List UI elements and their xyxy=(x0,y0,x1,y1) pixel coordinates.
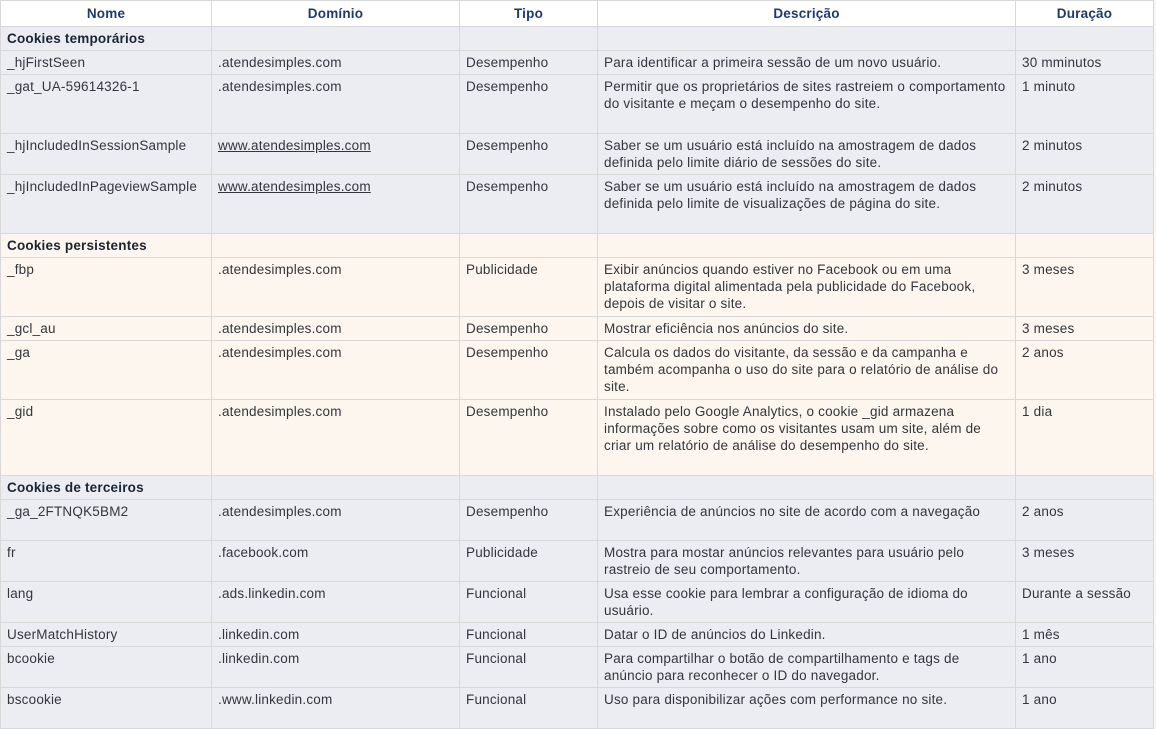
table-row xyxy=(1,400,1154,476)
cookie-duration-cell: 1 mês xyxy=(1016,623,1154,647)
cookie-domain-cell: .atendesimples.com xyxy=(212,400,460,476)
empty-cell xyxy=(212,234,460,258)
cookie-duration-cell: 1 dia xyxy=(1016,400,1154,476)
cookie-name-cell: _ga xyxy=(1,341,212,400)
section-row xyxy=(1,27,1154,51)
cookie-duration-cell: 2 anos xyxy=(1016,500,1154,541)
cookie-type-cell: Desempenho xyxy=(460,51,598,75)
cookie-duration-cell: 2 anos xyxy=(1016,341,1154,400)
cookie-name-cell: lang xyxy=(1,582,212,623)
cookie-description-cell: Saber se um usuário está incluído na amostragem de dados definida pelo limite diário de sessões do site. xyxy=(598,134,1016,175)
cookie-domain-cell: .atendesimples.com xyxy=(212,341,460,400)
section-row xyxy=(1,476,1154,500)
cookie-type-cell: Publicidade xyxy=(460,258,598,317)
column-header-descricao: Descrição xyxy=(598,1,1016,27)
cookie-name-cell: _hjIncludedInPageviewSample xyxy=(1,175,212,234)
cookie-domain-cell: .linkedin.com xyxy=(212,623,460,647)
empty-cell xyxy=(1016,234,1154,258)
cookie-type-cell: Desempenho xyxy=(460,175,598,234)
column-header-tipo: Tipo xyxy=(460,1,598,27)
cookie-duration-cell: 1 ano xyxy=(1016,647,1154,688)
cookie-type-cell: Funcional xyxy=(460,623,598,647)
domain-link[interactable]: www.atendesimples.com xyxy=(218,138,371,153)
cookie-domain-cell: .ads.linkedin.com xyxy=(212,582,460,623)
cookie-description-cell: Saber se um usuário está incluído na amostragem de dados definida pelo limite de visualizações de página do site. xyxy=(598,175,1016,234)
table-row xyxy=(1,75,1154,134)
cookie-duration-cell: 1 minuto xyxy=(1016,75,1154,134)
cookie-type-cell: Desempenho xyxy=(460,75,598,134)
column-header-duracao: Duração xyxy=(1016,1,1154,27)
cookie-type-cell: Funcional xyxy=(460,688,598,729)
cookie-duration-cell: 30 mminutos xyxy=(1016,51,1154,75)
cookie-type-cell: Desempenho xyxy=(460,341,598,400)
cookie-name-cell: _gid xyxy=(1,400,212,476)
column-header-dominio: Domínio xyxy=(212,1,460,27)
cookie-name-cell: _fbp xyxy=(1,258,212,317)
cookie-description-cell: Para compartilhar o botão de compartilhamento e tags de anúncio para reconhecer o ID do navegador. xyxy=(598,647,1016,688)
table-row xyxy=(1,541,1154,582)
cookie-name-cell: bcookie xyxy=(1,647,212,688)
cookie-domain-cell: .atendesimples.com xyxy=(212,75,460,134)
empty-cell xyxy=(212,476,460,500)
section-row xyxy=(1,234,1154,258)
cookie-type-cell: Publicidade xyxy=(460,541,598,582)
cookie-description-cell: Instalado pelo Google Analytics, o cookie _gid armazena informações sobre como os visitantes usam um site, além de criar um relatório de análise do desempenho do site. xyxy=(598,400,1016,476)
table-body xyxy=(1,27,1154,729)
empty-cell xyxy=(1016,27,1154,51)
section-title: Cookies persistentes xyxy=(1,234,212,258)
section-title: Cookies temporários xyxy=(1,27,212,51)
empty-cell xyxy=(598,476,1016,500)
table-row xyxy=(1,317,1154,341)
empty-cell xyxy=(460,234,598,258)
empty-cell xyxy=(212,27,460,51)
empty-cell xyxy=(598,27,1016,51)
cookie-name-cell: _gat_UA-59614326-1 xyxy=(1,75,212,134)
table-header xyxy=(1,1,1154,27)
empty-cell xyxy=(460,476,598,500)
cookie-name-cell: fr xyxy=(1,541,212,582)
empty-cell xyxy=(460,27,598,51)
cookie-name-cell: _hjIncludedInSessionSample xyxy=(1,134,212,175)
cookie-type-cell: Desempenho xyxy=(460,317,598,341)
cookie-name-cell: _gcl_au xyxy=(1,317,212,341)
cookie-description-cell: Mostrar eficiência nos anúncios do site. xyxy=(598,317,1016,341)
table-row xyxy=(1,500,1154,541)
cookie-duration-cell: 3 meses xyxy=(1016,541,1154,582)
table-row xyxy=(1,258,1154,317)
cookie-description-cell: Mostra para mostar anúncios relevantes para usuário pelo rastreio de seu comportamento. xyxy=(598,541,1016,582)
table-row xyxy=(1,623,1154,647)
cookie-description-cell: Calcula os dados do visitante, da sessão e da campanha e também acompanha o uso do site para o relatório de análise do site. xyxy=(598,341,1016,400)
cookie-domain-cell: .atendesimples.com xyxy=(212,258,460,317)
table-row xyxy=(1,582,1154,623)
cookie-duration-cell: 1 ano xyxy=(1016,688,1154,729)
cookie-description-cell: Usa esse cookie para lembrar a configuração de idioma do usuário. xyxy=(598,582,1016,623)
cookie-description-cell: Datar o ID de anúncios do Linkedin. xyxy=(598,623,1016,647)
cookie-type-cell: Funcional xyxy=(460,582,598,623)
cookie-type-cell: Desempenho xyxy=(460,134,598,175)
table-row xyxy=(1,51,1154,75)
cookie-name-cell: bscookie xyxy=(1,688,212,729)
column-header-nome: Nome xyxy=(1,1,212,27)
cookie-domain-cell xyxy=(212,175,460,234)
cookie-description-cell: Para identificar a primeira sessão de um novo usuário. xyxy=(598,51,1016,75)
empty-cell xyxy=(598,234,1016,258)
table-row xyxy=(1,134,1154,175)
cookie-domain-cell: .atendesimples.com xyxy=(212,317,460,341)
cookie-duration-cell: Durante a sessão xyxy=(1016,582,1154,623)
cookie-domain-cell: .facebook.com xyxy=(212,541,460,582)
cookie-description-cell: Uso para disponibilizar ações com performance no site. xyxy=(598,688,1016,729)
cookie-duration-cell: 2 minutos xyxy=(1016,134,1154,175)
section-title: Cookies de terceiros xyxy=(1,476,212,500)
cookie-name-cell: _hjFirstSeen xyxy=(1,51,212,75)
cookie-name-cell: UserMatchHistory xyxy=(1,623,212,647)
cookie-domain-cell: .linkedin.com xyxy=(212,647,460,688)
table-row xyxy=(1,175,1154,234)
cookie-description-cell: Permitir que os proprietários de sites rastreiem o comportamento do visitante e meçam o desempenho do site. xyxy=(598,75,1016,134)
cookie-type-cell: Desempenho xyxy=(460,500,598,541)
domain-link[interactable]: www.atendesimples.com xyxy=(218,179,371,194)
table-row xyxy=(1,688,1154,729)
cookie-type-cell: Desempenho xyxy=(460,400,598,476)
table-row xyxy=(1,647,1154,688)
cookie-description-cell: Experiência de anúncios no site de acordo com a navegação xyxy=(598,500,1016,541)
cookie-description-cell: Exibir anúncios quando estiver no Facebook ou em uma plataforma digital alimentada pela publicidade do Facebook, depois de visitar o site. xyxy=(598,258,1016,317)
cookie-domain-cell: .atendesimples.com xyxy=(212,500,460,541)
cookie-domain-cell: .www.linkedin.com xyxy=(212,688,460,729)
cookie-duration-cell: 2 minutos xyxy=(1016,175,1154,234)
cookie-name-cell: _ga_2FTNQK5BM2 xyxy=(1,500,212,541)
cookie-duration-cell: 3 meses xyxy=(1016,258,1154,317)
table-row xyxy=(1,341,1154,400)
cookie-duration-cell: 3 meses xyxy=(1016,317,1154,341)
cookie-domain-cell: .atendesimples.com xyxy=(212,51,460,75)
cookie-type-cell: Funcional xyxy=(460,647,598,688)
empty-cell xyxy=(1016,476,1154,500)
cookie-domain-cell xyxy=(212,134,460,175)
